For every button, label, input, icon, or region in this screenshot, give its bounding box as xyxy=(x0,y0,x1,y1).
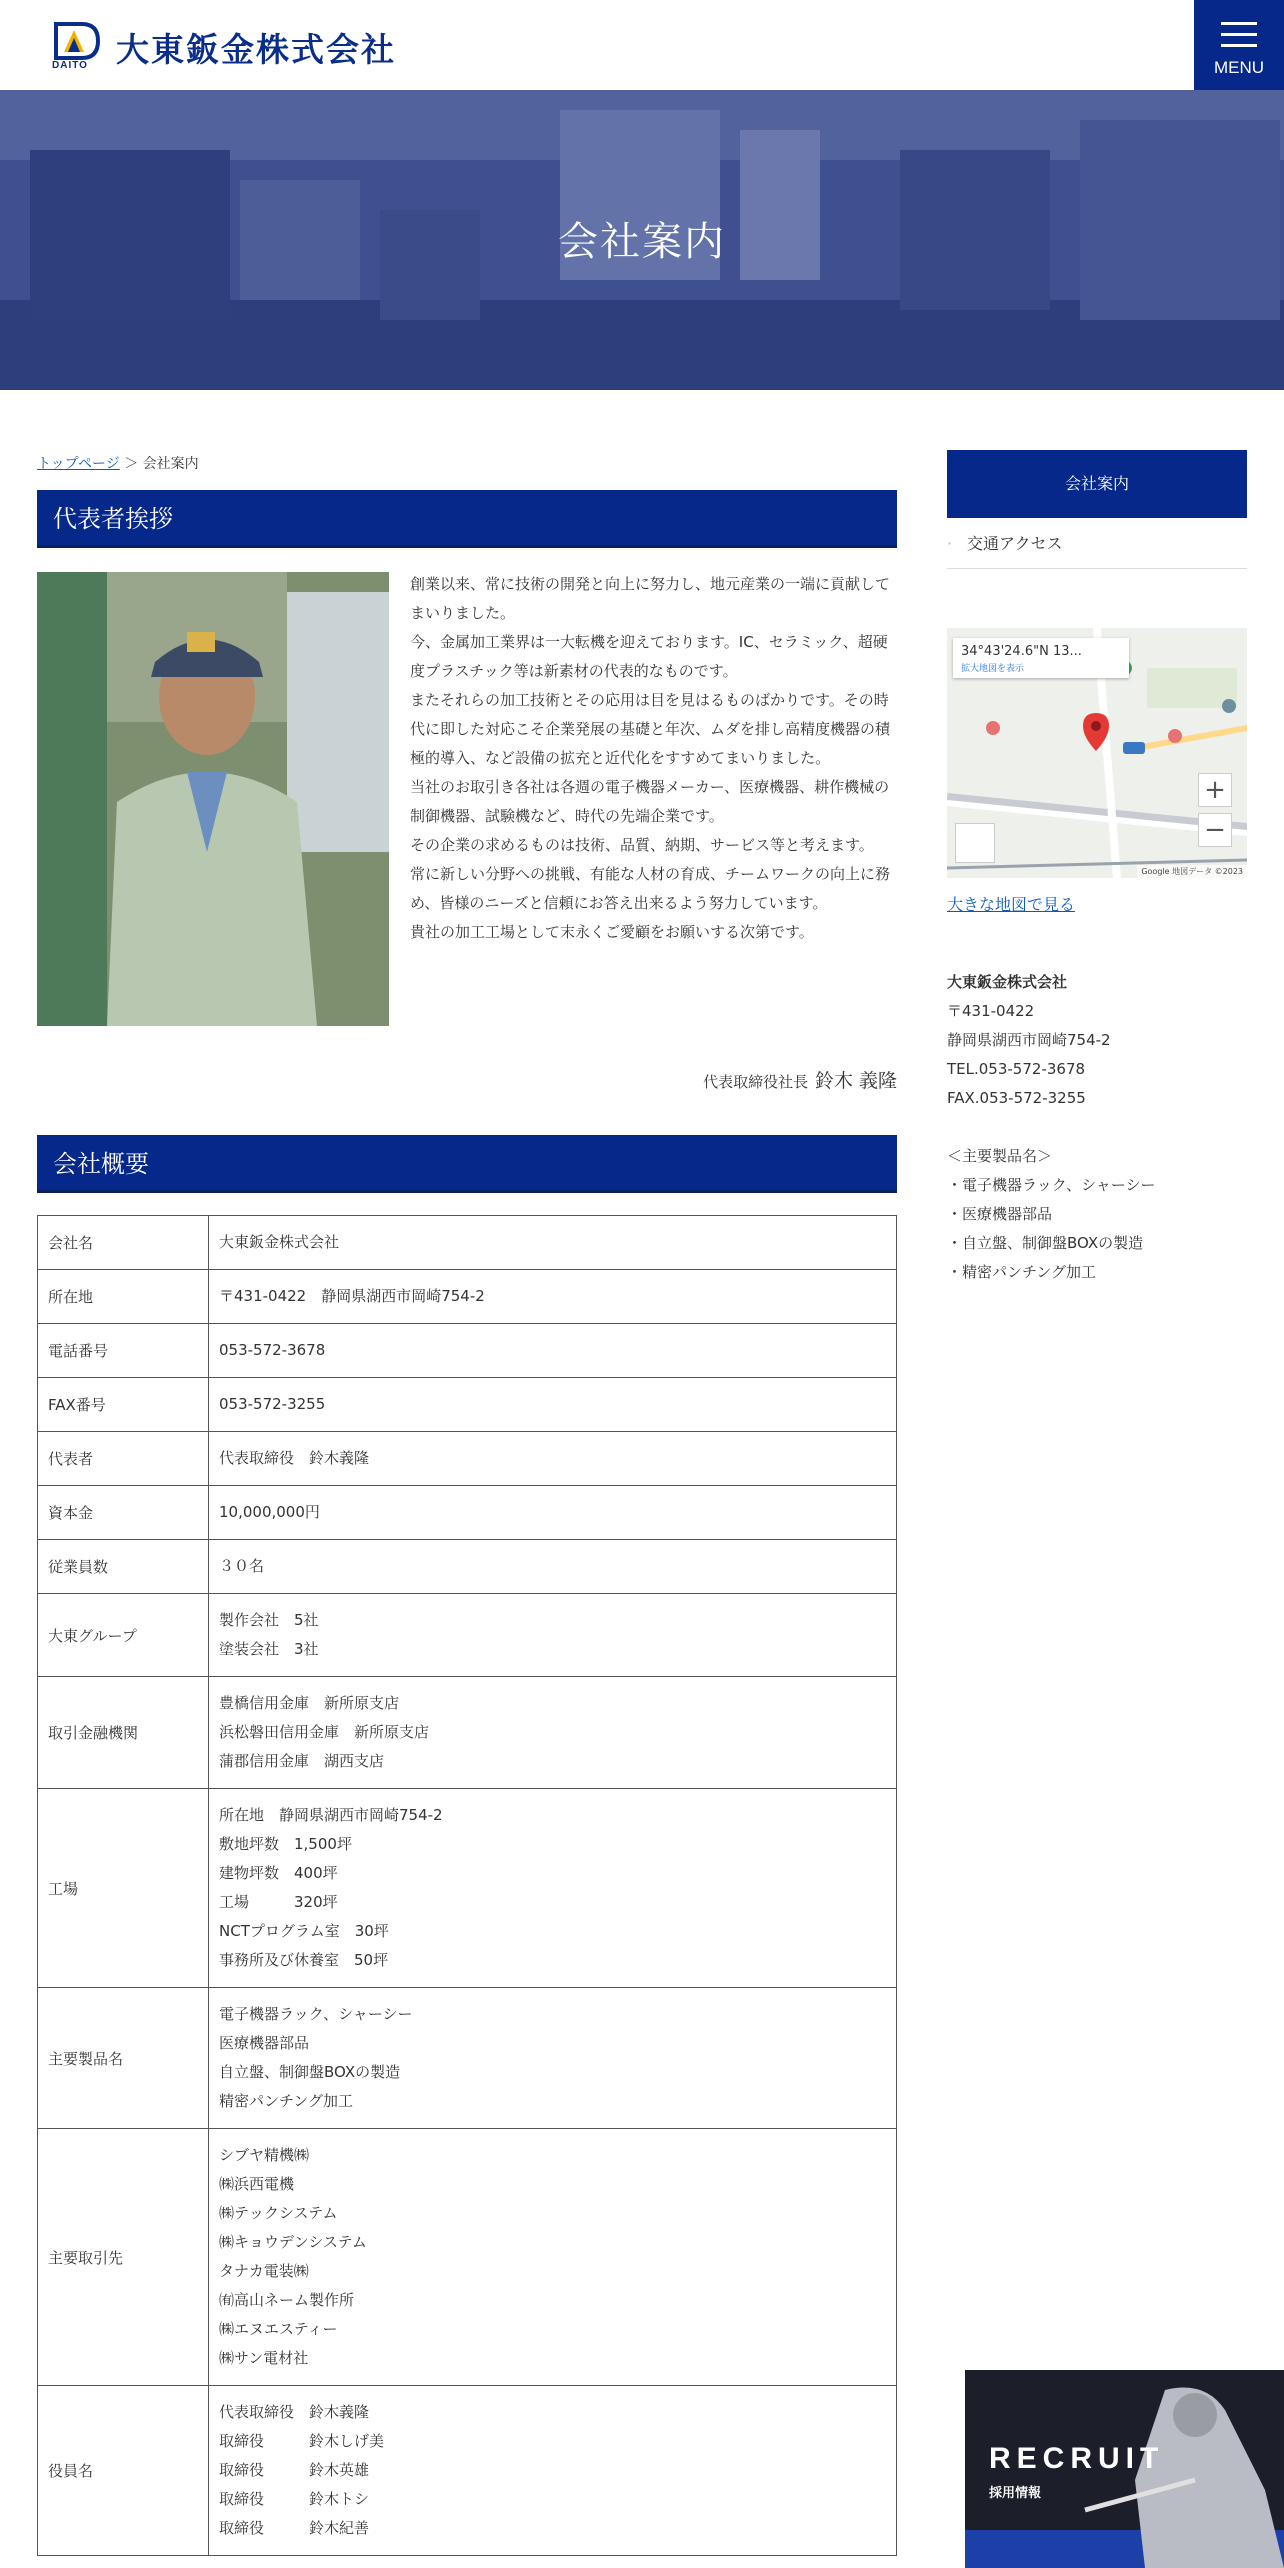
map-coordinates: 34°43'24.6"N 13... xyxy=(961,644,1082,659)
row-value xyxy=(209,1594,897,1677)
row-label: 従業員数 xyxy=(38,1540,209,1594)
row-label: 取引金融機関 xyxy=(38,1677,209,1789)
row-label: 会社名 xyxy=(38,1216,209,1270)
row-label: 主要製品名 xyxy=(38,1988,209,2129)
greeting-paragraph: 常に新しい分野への挑戦、有能な人材の育成、チームワークの向上に務め、皆様のニーズと信頼にお答え出来るよう努力しています。 xyxy=(410,865,891,912)
president-photo xyxy=(37,572,389,1026)
table-row xyxy=(38,1988,897,2129)
table-row xyxy=(38,1324,897,1378)
map-expand-link[interactable]: 拡大地図を表示 xyxy=(961,664,1025,674)
map-coordinates-card xyxy=(953,638,1129,678)
row-value-line: ㈱浜西電機 xyxy=(219,2175,295,2193)
row-value xyxy=(209,1789,897,1988)
table-row xyxy=(38,2129,897,2386)
sidebar-product-item: ・自立盤、制御盤BOXの製造 xyxy=(947,1234,1144,1252)
greeting-paragraph: 今、金属加工業界は一大転機を迎えております。IC、セラミック、超硬度プラスチック等は新素材の代表的なものです。 xyxy=(410,633,888,680)
company-name: 大東鈑金株式会社 xyxy=(116,29,396,69)
row-value-line: シブヤ精機㈱ xyxy=(219,2146,310,2164)
greeting-paragraph: 貴社の加工工場として末永くご愛顧をお願いする次第です。 xyxy=(410,923,814,941)
row-value-line: 取締役 鈴木英雄 xyxy=(219,2461,370,2479)
logo-mark xyxy=(52,22,100,72)
page-title: 会社案内 xyxy=(558,219,726,265)
sidebar-item-company[interactable]: 会社案内 xyxy=(947,450,1247,518)
table-row xyxy=(38,1594,897,1677)
hero-banner xyxy=(0,90,1284,390)
sidebar-item-label: 交通アクセス xyxy=(967,534,1063,553)
signature-title: 代表取締役社長 xyxy=(703,1073,809,1091)
signature-name: 鈴木 義隆 xyxy=(814,1070,897,1092)
row-value-line: 事務所及び休養室 50坪 xyxy=(219,1951,389,1969)
signature xyxy=(703,1066,897,1093)
map-fullscreen-button[interactable] xyxy=(955,823,995,863)
bullet-icon: · xyxy=(947,534,953,553)
map-zoom-out-button[interactable]: − xyxy=(1198,813,1232,847)
row-value-line: NCTプログラム室 30坪 xyxy=(219,1922,389,1940)
row-value xyxy=(209,1432,897,1486)
row-value-line: 医療機器部品 xyxy=(219,2034,310,2052)
table-row xyxy=(38,1789,897,1988)
logo-mark-text: DAITO xyxy=(52,60,88,71)
breadcrumb xyxy=(37,453,199,473)
row-value-line: 製作会社 5社 xyxy=(219,1611,319,1629)
row-value-line: 取締役 鈴木紀善 xyxy=(219,2519,370,2537)
sidebar-postal: 〒431-0422 xyxy=(947,1002,1035,1020)
map-pin-icon xyxy=(1083,713,1109,751)
recruit-banner[interactable] xyxy=(965,2370,1284,2568)
sidebar-address: 静岡県湖西市岡崎754-2 xyxy=(947,1031,1111,1049)
menu-label: MENU xyxy=(1213,58,1265,77)
recruit-subtitle: 採用情報 xyxy=(989,2486,1042,2501)
row-value xyxy=(209,1677,897,1789)
row-value xyxy=(209,2386,897,2556)
row-value-line: 自立盤、制御盤BOXの製造 xyxy=(219,2063,401,2081)
sidebar-company-name: 大東鈑金株式会社 xyxy=(947,973,1068,991)
table-row xyxy=(38,1216,897,1270)
recruit-title: RECRUIT xyxy=(989,2442,1165,2475)
row-value xyxy=(209,1486,897,1540)
row-value-line: 053-572-3255 xyxy=(219,1395,326,1413)
site-logo[interactable] xyxy=(52,22,396,72)
row-value-line: 〒431-0422 静岡県湖西市岡崎754-2 xyxy=(219,1287,485,1305)
row-value-line: ㈱サン電材社 xyxy=(219,2349,309,2367)
row-value-line: 浜松磐田信用金庫 新所原支店 xyxy=(219,1723,430,1741)
row-value-line: タナカ電装㈱ xyxy=(219,2262,309,2280)
menu-button[interactable] xyxy=(1194,0,1284,90)
greeting-paragraph: 創業以来、常に技術の開発と向上に努力し、地元産業の一端に貢献してまいりました。 xyxy=(410,575,891,622)
greeting-paragraph: またそれらの加工技術とその応用は目を見はるものばかりです。その時代に即した対応こそ企業発展の基礎と年次、ムダを排し高精度機器の積極的導入、など設備の拡充と近代化をすすめてまいりました。 xyxy=(410,691,891,767)
row-label: 代表者 xyxy=(38,1432,209,1486)
row-value xyxy=(209,1216,897,1270)
sidebar-tel: TEL.053-572-3678 xyxy=(947,1060,1086,1078)
row-value-line: ㈲高山ネーム製作所 xyxy=(219,2291,355,2309)
sidebar-fax: FAX.053-572-3255 xyxy=(947,1089,1086,1107)
greeting-message xyxy=(410,570,890,947)
hamburger-icon xyxy=(1221,22,1257,55)
row-value-line: ３０名 xyxy=(219,1557,265,1575)
overview-heading: 会社概要 xyxy=(37,1135,897,1193)
table-row xyxy=(38,1486,897,1540)
company-overview-table xyxy=(37,1215,897,2556)
row-value-line: 豊橋信用金庫 新所原支店 xyxy=(219,1694,400,1712)
row-value-line: ㈱テックシステム xyxy=(219,2204,338,2222)
map-google-mark: Google xyxy=(1141,867,1170,876)
sidebar-product-item: ・医療機器部品 xyxy=(947,1205,1053,1223)
row-value-line: 塗装会社 3社 xyxy=(219,1640,319,1658)
breadcrumb-separator: ＞ xyxy=(124,456,139,472)
greeting-paragraph: その企業の求めるものは技術、品質、納期、サービス等と考えます。 xyxy=(410,836,874,854)
table-row xyxy=(38,1677,897,1789)
row-value-line: 10,000,000円 xyxy=(219,1503,320,1521)
table-row xyxy=(38,1378,897,1432)
row-value-line: 取締役 鈴木トシ xyxy=(219,2490,370,2508)
table-row xyxy=(38,1432,897,1486)
row-value xyxy=(209,1378,897,1432)
row-label: 資本金 xyxy=(38,1486,209,1540)
row-value xyxy=(209,2129,897,2386)
row-label: 役員名 xyxy=(38,2386,209,2556)
map-copyright xyxy=(1137,865,1247,878)
row-label: 大東グループ xyxy=(38,1594,209,1677)
row-value-line: ㈱エヌエスティー xyxy=(219,2320,338,2338)
map-zoom-in-button[interactable]: + xyxy=(1198,773,1232,807)
embedded-map[interactable] xyxy=(947,628,1247,878)
row-value-line: 代表取締役 鈴木義隆 xyxy=(219,1449,370,1467)
row-value-line: 建物坪数 400坪 xyxy=(219,1864,338,1882)
site-header xyxy=(0,0,1284,90)
row-value xyxy=(209,1540,897,1594)
table-row xyxy=(38,1540,897,1594)
table-row xyxy=(38,2386,897,2556)
row-label: FAX番号 xyxy=(38,1378,209,1432)
table-row xyxy=(38,1270,897,1324)
row-value-line: 取締役 鈴木しげ美 xyxy=(219,2432,385,2450)
row-label: 電話番号 xyxy=(38,1324,209,1378)
greeting-heading: 代表者挨拶 xyxy=(37,490,897,548)
row-value-line: 代表取締役 鈴木義隆 xyxy=(219,2403,370,2421)
map-copyright-text: 地図データ ©2023 xyxy=(1172,867,1243,876)
row-value-line: 電子機器ラック、シャーシー xyxy=(219,2005,413,2023)
row-value-line: 053-572-3678 xyxy=(219,1341,326,1359)
sidebar-company-info xyxy=(947,968,1267,1287)
row-value-line: 大東鈑金株式会社 xyxy=(219,1233,340,1251)
row-value xyxy=(209,1270,897,1324)
greeting-paragraph: 当社のお取引き各社は各週の電子機器メーカー、医療機器、耕作機械の制御機器、試験機など、時代の先端企業です。 xyxy=(410,778,890,825)
row-value xyxy=(209,1988,897,2129)
sidebar-item-access[interactable] xyxy=(947,520,1247,569)
breadcrumb-home-link[interactable]: トップページ xyxy=(37,456,120,472)
sidebar-product-item: ・電子機器ラック、シャーシー xyxy=(947,1176,1156,1194)
row-value xyxy=(209,1324,897,1378)
row-label: 所在地 xyxy=(38,1270,209,1324)
logo-emblem-icon xyxy=(52,22,100,60)
breadcrumb-current: 会社案内 xyxy=(142,456,199,472)
sidebar-products-heading: ＜主要製品名＞ xyxy=(947,1147,1053,1165)
row-value-line: 工場 320坪 xyxy=(219,1893,338,1911)
row-value-line: 蒲郡信用金庫 湖西支店 xyxy=(219,1752,385,1770)
sidebar-product-item: ・精密パンチング加工 xyxy=(947,1263,1096,1281)
row-value-line: 精密パンチング加工 xyxy=(219,2092,353,2110)
row-value-line: ㈱キョウデンシステム xyxy=(219,2233,367,2251)
row-label: 主要取引先 xyxy=(38,2129,209,2386)
row-value-line: 所在地 静岡県湖西市岡崎754-2 xyxy=(219,1806,443,1824)
large-map-link[interactable]: 大きな地図で見る xyxy=(947,895,1076,914)
row-value-line: 敷地坪数 1,500坪 xyxy=(219,1835,352,1853)
row-label: 工場 xyxy=(38,1789,209,1988)
